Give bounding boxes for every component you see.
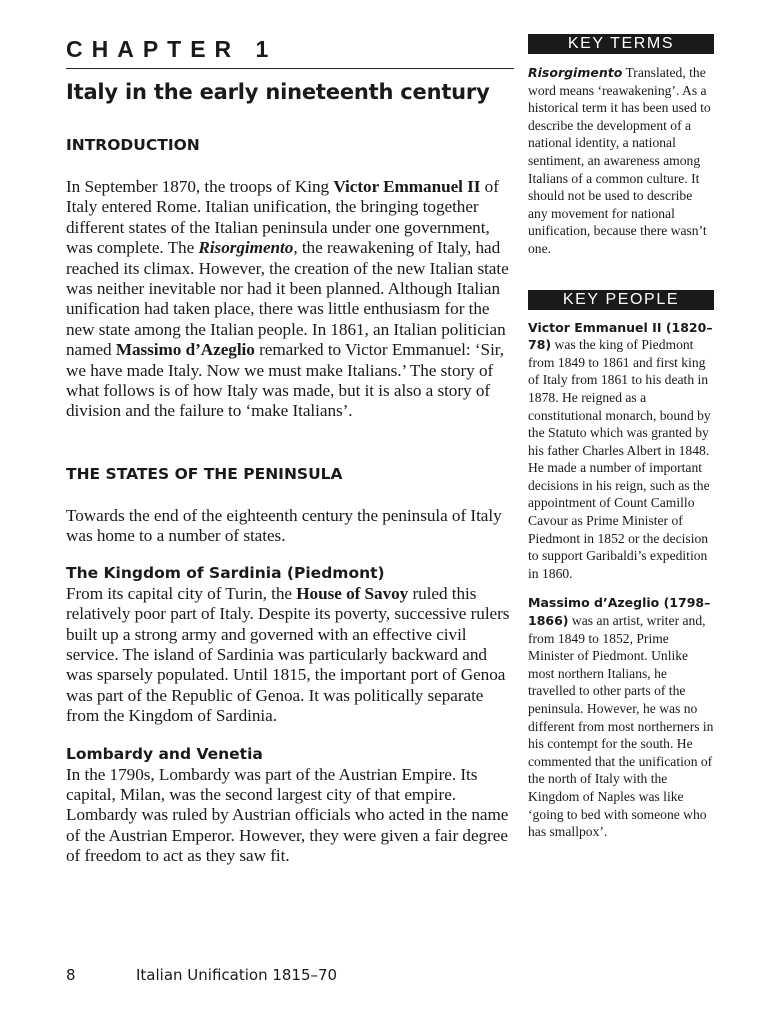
intro-text-2: of Italy entered Rome. Italian unification, the bringing together different states of the Italian peninsula under one government, was complete. The [66,177,499,258]
page-number: 8 [66,966,76,984]
introduction-paragraph [66,177,514,422]
introduction-heading: INTRODUCTION [66,136,200,154]
sardinia-text-2: ruled this relatively poor part of Italy. Despite its poverty, successive rulers built up a strong army and governed with an effective civil service. The island of Sardinia was particularly backward and was sparsely populated. Until 1815, the important port of Genoa was part of the Republic of Genoa. It was politically separate from the Kingdom of Sardinia. [66,583,510,726]
key-person-name: Victor Emmanuel II (1820–78) [528,319,713,353]
sidebar [528,34,714,841]
states-paragraph: Towards the end of the eighteenth century the peninsula of Italy was home to a number of states. [66,505,502,546]
key-terms-heading: KEY TERMS [528,34,714,54]
intro-text-4: remarked to Victor Emmanuel: ‘Sir, we have made Italy. Now we must make Italians.’ The story of what follows is of how Italy was made, but it is also a story of division and the failure to ‘make Italians’. [66,340,505,421]
chapter-label: CHAPTER 1 [66,36,278,62]
key-person-entry [528,319,714,583]
risorgimento-term: Risorgimento [198,238,294,258]
chapter-rule [66,68,514,69]
key-person-entry [528,594,714,840]
sardinia-text-1: From its capital city of Turin, the [66,583,297,603]
lombardy-paragraph: In the 1790s, Lombardy was part of the Austrian Empire. Its capital, Milan, was the second largest city of that empire. Lombardy was ruled by Austrian officials who acted in the name of the Austrian Emperor. However, they were given a fair degree of freedom to act as they saw fit. [66,764,509,866]
book-title: Italian Unification 1815–70 [136,966,338,984]
key-term-definition: Translated, the word means ‘reawakening’. As a historical term it has been used to describe the development of a national identity, a national sentiment, an awareness among Italians of a common culture. It should not be used to describe any movement for national unification, because there wasn’t one. [528,65,711,256]
lombardy-heading: Lombardy and Venetia [66,744,263,763]
key-person-description: was an artist, writer and, from 1849 to 1852, Prime Minister of Piedmont. Unlike most northern Italians, he travelled to other parts of the peninsula. However, he was no different from most northerners in his contempt for the south. He commented that the unification of the north of Italy with the Kingdom of Naples was like ‘going to bed with someone who has smallpox’. [528,613,714,840]
house-of-savoy-term: House of Savoy [296,583,409,603]
azeglio-term: Massimo d’Azeglio [115,340,255,360]
chapter-title: Italy in the early nineteenth century [66,80,490,104]
key-people-heading: KEY PEOPLE [528,290,714,310]
victor-emmanuel-term: Victor Emmanuel II [333,177,481,196]
sardinia-heading: The Kingdom of Sardinia (Piedmont) [66,563,385,582]
key-person-name: Massimo d’Azeglio (1798–1866) [528,595,711,629]
key-term-entry [528,64,714,258]
main-column [66,34,514,867]
intro-text-1: In September 1870, the troops of King [66,177,334,196]
intro-text-3: , the reawakening of Italy, had reached its climax. However, the creation of the new Italian state was neither inevitable nor had it been planned. Although Italian unification had taken place, there was little enthusiasm for the new state among the Italian people. In 1861, an Italian politician named [66,238,509,360]
key-term-name: Risorgimento [528,65,623,80]
states-heading: THE STATES OF THE PENINSULA [66,464,343,483]
key-person-description: was the king of Piedmont from 1849 to 1861 and first king of Italy from 1861 to his death in 1878. He reigned as a constitutional monarch, bound by the Statuto which was granted by his father Charles Albert in 1848. He made a number of important decisions in his reign, such as the appointment of Count Camillo Cavour as Prime Minister of Piedmont in 1852 or the decision to support Garibaldi’s expedition in 1860. [528,337,711,581]
sardinia-paragraph [66,584,514,727]
